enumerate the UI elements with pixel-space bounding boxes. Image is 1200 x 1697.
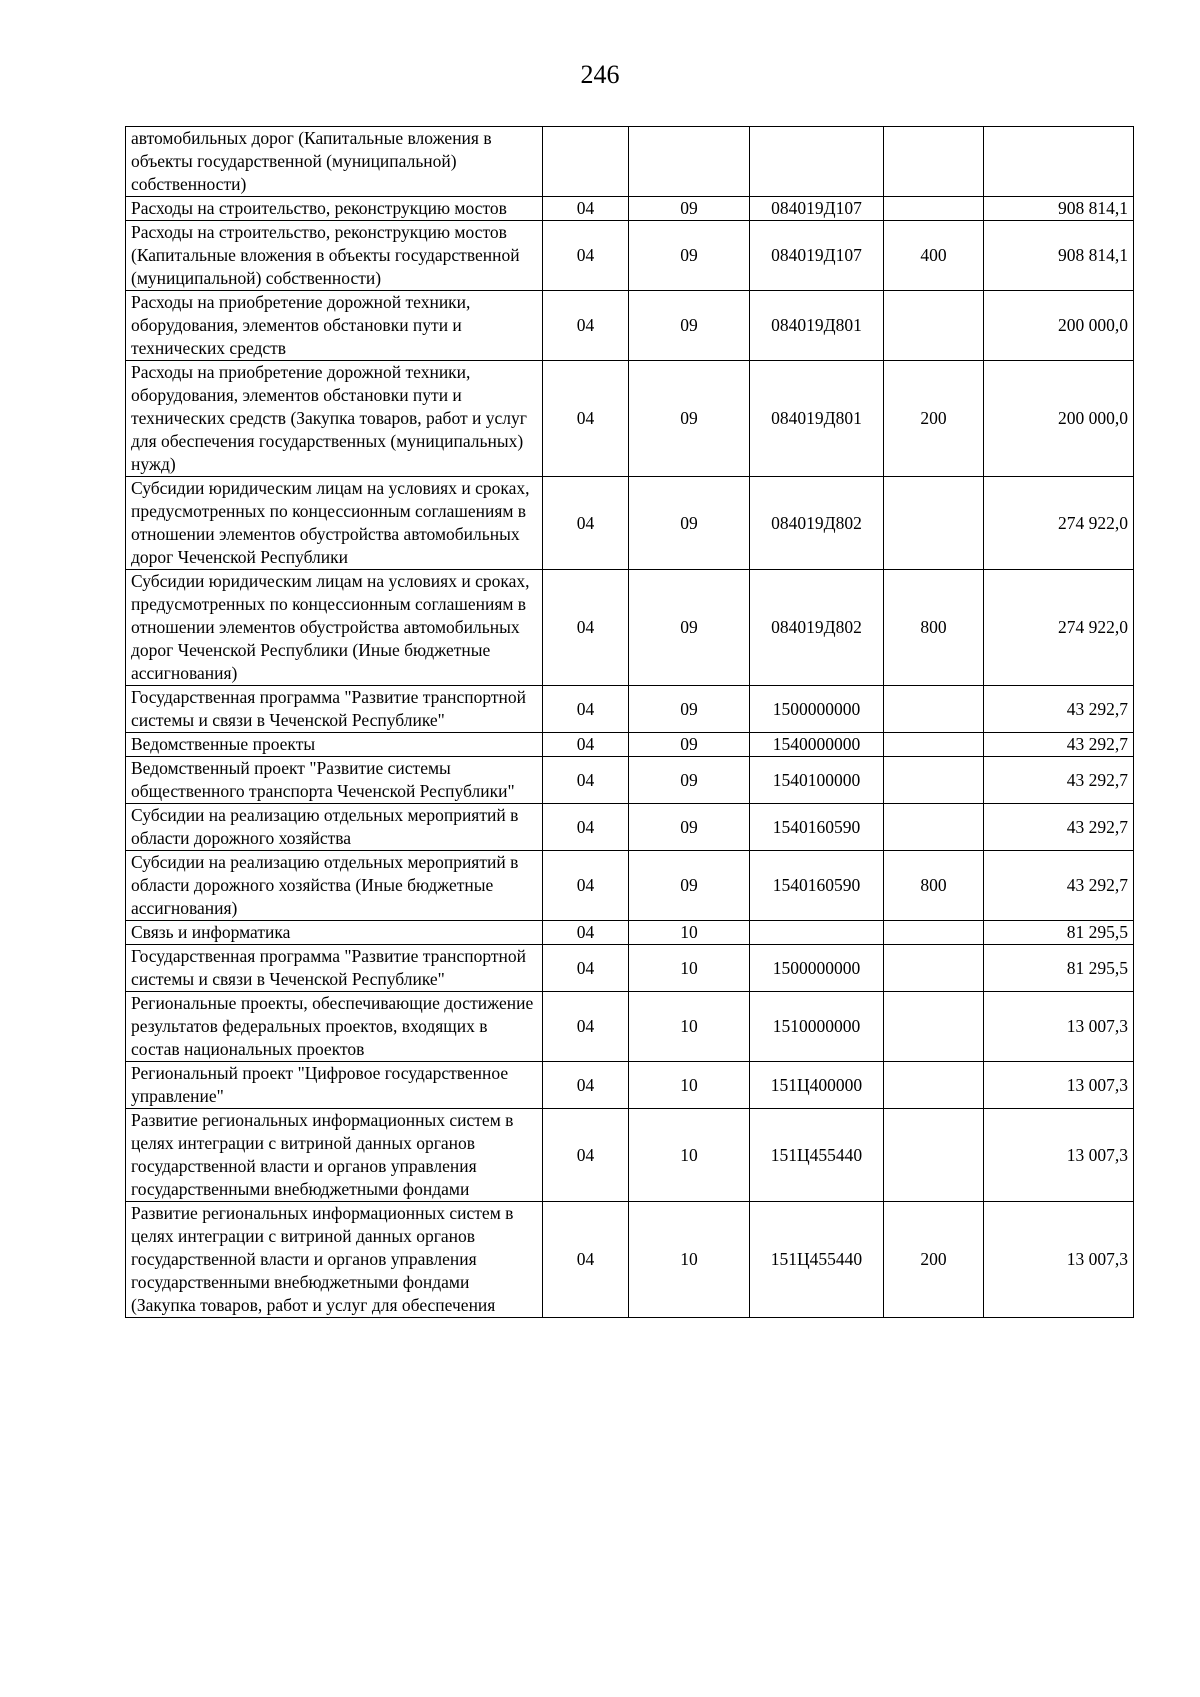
subsection-code-cell: [629, 127, 750, 197]
section-code-cell: 04: [543, 1202, 629, 1318]
expense-type-cell: [884, 733, 984, 757]
expense-type-cell: [884, 921, 984, 945]
table-row: [126, 992, 1134, 1062]
table-row: [126, 945, 1134, 992]
amount-cell: 200 000,0: [984, 361, 1134, 477]
expense-type-cell: [884, 1062, 984, 1109]
table-row: [126, 757, 1134, 804]
item-name-cell: Субсидии юридическим лицам на условиях и сроках, предусмотренных по концессионным соглашениям в отношении элементов обустройства автомобильных дорог Чеченской Республики (Иные бюджетные ассигнования): [126, 570, 543, 686]
amount-cell: 274 922,0: [984, 570, 1134, 686]
expense-type-cell: [884, 127, 984, 197]
item-name-cell: Расходы на приобретение дорожной техники, оборудования, элементов обстановки пути и технических средств (Закупка товаров, работ и услуг для обеспечения государственных (муниципальных) нужд): [126, 361, 543, 477]
amount-cell: 43 292,7: [984, 686, 1134, 733]
table-row: [126, 686, 1134, 733]
section-code-cell: 04: [543, 804, 629, 851]
expense-type-cell: [884, 291, 984, 361]
section-code-cell: 04: [543, 570, 629, 686]
table-row: [126, 477, 1134, 570]
subsection-code-cell: 10: [629, 921, 750, 945]
subsection-code-cell: 09: [629, 291, 750, 361]
target-article-cell: 1540100000: [750, 757, 884, 804]
section-code-cell: 04: [543, 477, 629, 570]
item-name-cell: Расходы на приобретение дорожной техники, оборудования, элементов обстановки пути и технических средств: [126, 291, 543, 361]
table-row: [126, 1062, 1134, 1109]
budget-table-body: [126, 127, 1134, 1318]
section-code-cell: 04: [543, 733, 629, 757]
expense-type-cell: [884, 992, 984, 1062]
expense-type-cell: [884, 804, 984, 851]
item-name-cell: Субсидии на реализацию отдельных мероприятий в области дорожного хозяйства: [126, 804, 543, 851]
expense-type-cell: 800: [884, 570, 984, 686]
section-code-cell: 04: [543, 945, 629, 992]
target-article-cell: 1500000000: [750, 686, 884, 733]
section-code-cell: 04: [543, 221, 629, 291]
section-code-cell: 04: [543, 361, 629, 477]
section-code-cell: 04: [543, 197, 629, 221]
amount-cell: 13 007,3: [984, 1202, 1134, 1318]
subsection-code-cell: 09: [629, 757, 750, 804]
item-name-cell: автомобильных дорог (Капитальные вложения в объекты государственной (муниципальной) собственности): [126, 127, 543, 197]
target-article-cell: 084019Д802: [750, 570, 884, 686]
target-article-cell: 151Ц400000: [750, 1062, 884, 1109]
subsection-code-cell: 10: [629, 1202, 750, 1318]
item-name-cell: Государственная программа "Развитие транспортной системы и связи в Чеченской Республике": [126, 945, 543, 992]
target-article-cell: 1500000000: [750, 945, 884, 992]
table-row: [126, 804, 1134, 851]
item-name-cell: Ведомственные проекты: [126, 733, 543, 757]
target-article-cell: 1510000000: [750, 992, 884, 1062]
table-row: [126, 197, 1134, 221]
subsection-code-cell: 09: [629, 851, 750, 921]
target-article-cell: [750, 921, 884, 945]
amount-cell: 43 292,7: [984, 733, 1134, 757]
expense-type-cell: 200: [884, 361, 984, 477]
table-row: [126, 733, 1134, 757]
table-row: [126, 221, 1134, 291]
section-code-cell: 04: [543, 1109, 629, 1202]
section-code-cell: 04: [543, 851, 629, 921]
expense-type-cell: 200: [884, 1202, 984, 1318]
subsection-code-cell: 09: [629, 197, 750, 221]
amount-cell: 43 292,7: [984, 851, 1134, 921]
subsection-code-cell: 10: [629, 1109, 750, 1202]
target-article-cell: 1540160590: [750, 851, 884, 921]
table-row: [126, 921, 1134, 945]
section-code-cell: 04: [543, 757, 629, 804]
table-row: [126, 1109, 1134, 1202]
table-row: [126, 851, 1134, 921]
table-row: [126, 361, 1134, 477]
target-article-cell: 151Ц455440: [750, 1109, 884, 1202]
section-code-cell: 04: [543, 686, 629, 733]
target-article-cell: 084019Д107: [750, 221, 884, 291]
item-name-cell: Расходы на строительство, реконструкцию мостов (Капитальные вложения в объекты государственной (муниципальной) собственности): [126, 221, 543, 291]
expense-type-cell: [884, 686, 984, 733]
expense-type-cell: [884, 945, 984, 992]
subsection-code-cell: 10: [629, 992, 750, 1062]
table-row: [126, 291, 1134, 361]
target-article-cell: 151Ц455440: [750, 1202, 884, 1318]
item-name-cell: Субсидии на реализацию отдельных мероприятий в области дорожного хозяйства (Иные бюджетные ассигнования): [126, 851, 543, 921]
section-code-cell: 04: [543, 992, 629, 1062]
target-article-cell: 084019Д107: [750, 197, 884, 221]
subsection-code-cell: 10: [629, 945, 750, 992]
page-number: 246: [580, 60, 620, 89]
section-code-cell: 04: [543, 921, 629, 945]
subsection-code-cell: 09: [629, 686, 750, 733]
item-name-cell: Региональный проект "Цифровое государственное управление": [126, 1062, 543, 1109]
subsection-code-cell: 09: [629, 804, 750, 851]
item-name-cell: Ведомственный проект "Развитие системы общественного транспорта Чеченской Республики": [126, 757, 543, 804]
target-article-cell: [750, 127, 884, 197]
subsection-code-cell: 09: [629, 477, 750, 570]
item-name-cell: Развитие региональных информационных систем в целях интеграции с витриной данных органов государственной власти и органов управления государственными внебюджетными фондами (Закупка товаров, работ и услуг для обеспечения: [126, 1202, 543, 1318]
amount-cell: 81 295,5: [984, 945, 1134, 992]
item-name-cell: Субсидии юридическим лицам на условиях и сроках, предусмотренных по концессионным соглашениям в отношении элементов обустройства автомобильных дорог Чеченской Республики: [126, 477, 543, 570]
amount-cell: 908 814,1: [984, 221, 1134, 291]
target-article-cell: 084019Д801: [750, 361, 884, 477]
expense-type-cell: 800: [884, 851, 984, 921]
expense-type-cell: [884, 477, 984, 570]
subsection-code-cell: 09: [629, 221, 750, 291]
item-name-cell: Связь и информатика: [126, 921, 543, 945]
target-article-cell: 1540000000: [750, 733, 884, 757]
amount-cell: 43 292,7: [984, 804, 1134, 851]
subsection-code-cell: 10: [629, 1062, 750, 1109]
section-code-cell: 04: [543, 291, 629, 361]
amount-cell: 13 007,3: [984, 1109, 1134, 1202]
amount-cell: 13 007,3: [984, 1062, 1134, 1109]
item-name-cell: Развитие региональных информационных систем в целях интеграции с витриной данных органов государственной власти и органов управления государственными внебюджетными фондами: [126, 1109, 543, 1202]
table-row: [126, 127, 1134, 197]
item-name-cell: Государственная программа "Развитие транспортной системы и связи в Чеченской Республике": [126, 686, 543, 733]
amount-cell: 908 814,1: [984, 197, 1134, 221]
amount-cell: 274 922,0: [984, 477, 1134, 570]
amount-cell: [984, 127, 1134, 197]
amount-cell: 43 292,7: [984, 757, 1134, 804]
expense-type-cell: [884, 1109, 984, 1202]
target-article-cell: 084019Д802: [750, 477, 884, 570]
subsection-code-cell: 09: [629, 361, 750, 477]
budget-table: [125, 126, 1134, 1318]
subsection-code-cell: 09: [629, 570, 750, 686]
subsection-code-cell: 09: [629, 733, 750, 757]
expense-type-cell: [884, 197, 984, 221]
table-row: [126, 570, 1134, 686]
expense-type-cell: [884, 757, 984, 804]
target-article-cell: 1540160590: [750, 804, 884, 851]
expense-type-cell: 400: [884, 221, 984, 291]
section-code-cell: [543, 127, 629, 197]
amount-cell: 13 007,3: [984, 992, 1134, 1062]
item-name-cell: Расходы на строительство, реконструкцию мостов: [126, 197, 543, 221]
table-row: [126, 1202, 1134, 1318]
amount-cell: 200 000,0: [984, 291, 1134, 361]
amount-cell: 81 295,5: [984, 921, 1134, 945]
item-name-cell: Региональные проекты, обеспечивающие достижение результатов федеральных проектов, входящих в состав национальных проектов: [126, 992, 543, 1062]
section-code-cell: 04: [543, 1062, 629, 1109]
target-article-cell: 084019Д801: [750, 291, 884, 361]
